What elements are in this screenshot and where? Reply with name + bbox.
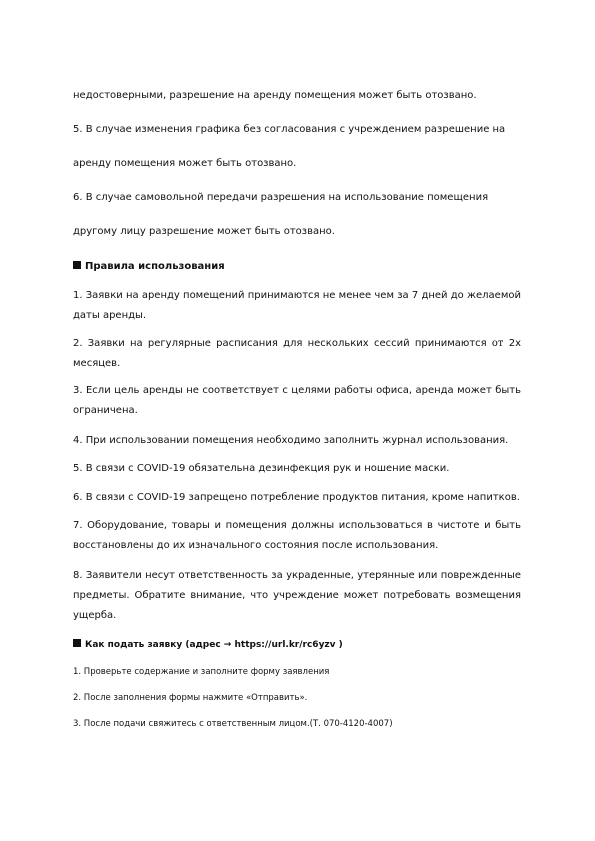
apply-item-3: 3. После подачи свяжитесь с ответственным лицом.(Т. 070-4120-4007) (73, 719, 393, 729)
revocation-item-6: 6. В случае самовольной передачи разрешения на использование помещения (73, 192, 489, 203)
rules-item-2-tail: 2х месяцев. (73, 338, 521, 369)
rules-item-3: 3. Если цель аренды не соответствует с целями работы офиса, аренда может быть ограничена. (73, 385, 521, 416)
rules-item-7: 7. Оборудование, товары и помещения должны использоваться в чистоте и быть восстановлены до их изначального состояния после использования. (73, 520, 521, 551)
rules-heading (73, 259, 521, 275)
rules-item-1: 1. Заявки на аренду помещений принимаются не менее чем за 7 дней до желаемой даты аренды. (73, 290, 521, 321)
apply-item-1: 1. Проверьте содержание и заполните форму заявления (73, 667, 330, 677)
rules-item-2 (73, 334, 521, 374)
rules-item-2-text: 2. Заявки на регулярные расписания для нескольких сессий принимаются (73, 338, 487, 349)
rules-item-6: 6. В связи с COVID-19 запрещено потребление продуктов питания, кроме напитков. (73, 492, 520, 503)
revocation-item-5-cont: аренду помещения может быть отозвано. (73, 158, 297, 169)
apply-heading (73, 637, 521, 653)
apply-item-2: 2. После заполнения формы нажмите «Отправить». (73, 693, 308, 703)
apply-heading-text: Как подать заявку (адрес → https://url.kr/rc6yzv ) (85, 640, 343, 650)
rules-item-2-serif: от (491, 338, 504, 349)
paragraph-continued: недостоверными, разрешение на аренду помещения может быть отозвано. (73, 90, 477, 101)
square-bullet-icon (73, 261, 81, 269)
rules-heading-text: Правила использования (85, 261, 225, 272)
square-bullet-icon (73, 639, 81, 647)
rules-item-5: 5. В связи с COVID-19 обязательна дезинфекция рук и ношение маски. (73, 463, 450, 474)
rules-item-8: 8. Заявители несут ответственность за украденные, утерянные или поврежденные предметы. Обратите внимание, что учреждение может потребовать возмещения ущерба. (73, 570, 521, 621)
revocation-item-6-cont: другому лицу разрешение может быть отозвано. (73, 226, 335, 237)
rules-item-4: 4. При использовании помещения необходимо заполнить журнал использования. (73, 435, 509, 446)
revocation-item-5: 5. В случае изменения графика без согласования с учреждением разрешение на (73, 124, 506, 135)
